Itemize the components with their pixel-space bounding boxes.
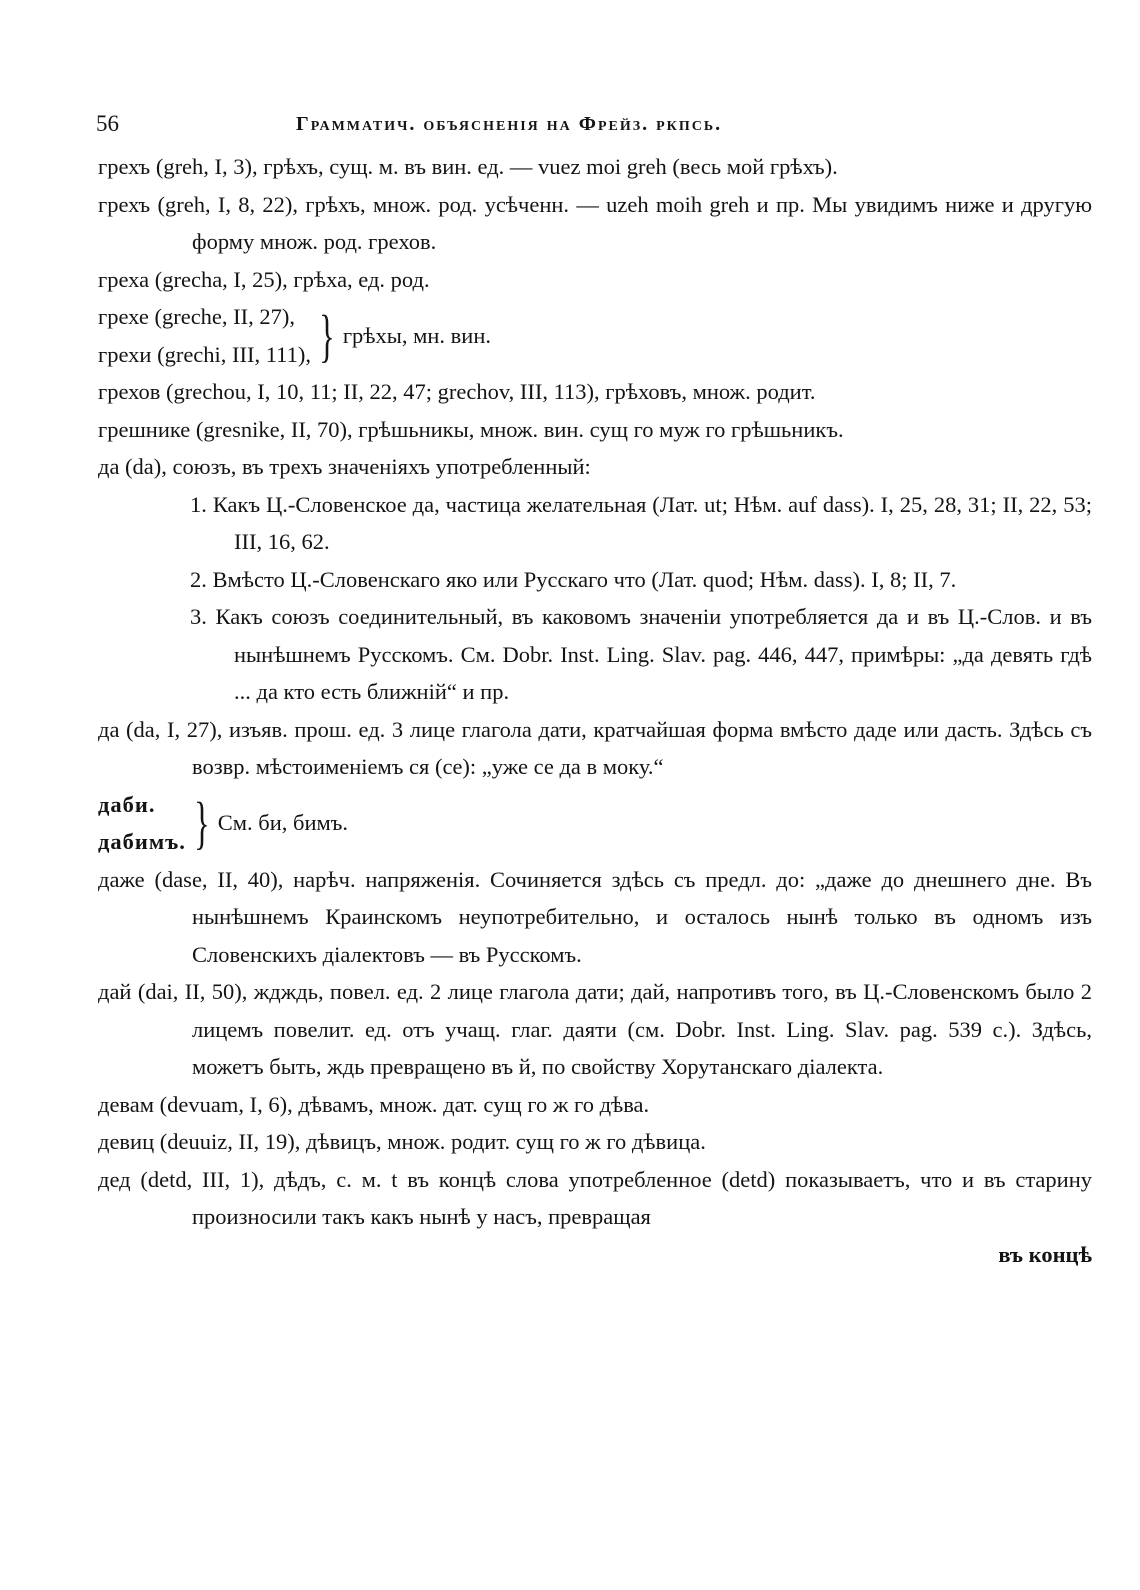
page-number: 56 bbox=[96, 111, 119, 136]
entry-dazhe: даже (dase, II, 40), нарѣч. напряженія. Сочиняется здѣсь съ предл. до: „даже до днешнего дне. Въ нынѣшнемъ Краинскомъ неупотребительно, и осталось нынѣ только въ одномъ изъ Словенскихъ діалектовъ — въ Русскомъ. bbox=[98, 866, 1092, 967]
entry-dabi: даби. bbox=[98, 791, 156, 817]
entry-dabi-group bbox=[98, 786, 1092, 861]
entry-grekhov: грехов (grechou, I, 10, 11; II, 22, 47; grechov, III, 113), грѣховъ, множ. родит. bbox=[98, 379, 816, 404]
entry-da-conjunction: да (da), союзъ, въ трехъ значеніяхъ употребленный: bbox=[98, 454, 591, 479]
entry-da-verb: да (da, I, 27), изъяв. прош. ед. 3 лице глагола дати, кратчайшая форма вмѣсто даде или дасть. Здѣсь съ возвр. мѣстоименіемъ ся (ce): „уже се да в моку.“ bbox=[98, 716, 1092, 779]
da-meaning-1: 1. Какъ Ц.-Словенское да, частица желательная (Лат. ut; Нѣм. auf dass). I, 25, 28, 31; II, 22, 53; III, 16, 62. bbox=[190, 491, 1092, 554]
entry-devic: девиц (deuuiz, II, 19), дѣвицъ, множ. родит. сущ го ж го дѣвица. bbox=[98, 1129, 706, 1154]
entry-dai: дай (dai, II, 50), ждждь, повел. ед. 2 лице глагола дати; дай, напротивъ того, въ Ц.-Словенскомъ было 2 лицемъ повелит. ед. отъ учащ. глаг. даяти (см. Dobr. Inst. Ling. Slav. pag. 539 с.). Здѣсь, можетъ быть, ждь превращено въ й, по свойству Хорутанскаго діалекта. bbox=[98, 979, 1092, 1079]
running-header bbox=[96, 106, 1092, 142]
running-title: Грамматич. объясненія на Фрейз. ркпсь. bbox=[296, 113, 723, 135]
curly-brace: } bbox=[194, 790, 210, 855]
entry-dabi-ref: См. би, бимъ. bbox=[217, 810, 348, 836]
entry-grekhe: грехе (greche, II, 27), bbox=[98, 304, 296, 329]
entry-greshnike: грешнике (gresnike, II, 70), грѣшьникы, множ. вин. сущ го муж го грѣшьникъ. bbox=[98, 416, 844, 442]
catchword: въ концѣ bbox=[998, 1241, 1092, 1267]
entry-grekh-1: грехъ (greh, I, 3), грѣхъ, сущ. м. въ вин. ед. — vuez moi greh (весь мой грѣхъ). bbox=[98, 154, 838, 179]
entry-grekhe-forms bbox=[98, 298, 311, 373]
entry-grekh-2: грехъ (greh, I, 8, 22), грѣхъ, множ. род. усѣченн. — uzeh moih greh и пр. Мы увидимъ ниже и другую форму множ. род. грехов. bbox=[98, 191, 1092, 254]
curly-brace: } bbox=[319, 302, 335, 368]
da-meaning-3: 3. Какъ союзъ соединительный, въ каковомъ значеніи употребляется да и въ Ц.-Слов. и въ нынѣшнемъ Русскомъ. См. Dobr. Inst. Ling. Slav. pag. 446, 447, примѣры: „да девять гдѣ ... да кто есть ближній“ и пр. bbox=[190, 604, 1092, 704]
entry-grekha: греха (grecha, I, 25), грѣха, ед. род. bbox=[98, 266, 430, 292]
entry-dabim: дабимъ. bbox=[98, 829, 186, 854]
entry-devam: девам (devuam, I, 6), дѣвамъ, множ. дат. сущ го ж го дѣва. bbox=[98, 1091, 650, 1117]
entry-grekhy-gloss: грѣхы, мн. вин. bbox=[342, 322, 492, 348]
entry-dabi-forms bbox=[98, 786, 186, 861]
entry-grekhe-group bbox=[98, 298, 1092, 373]
entry-grekhi: грехи (grechi, III, 111), bbox=[98, 341, 311, 367]
dictionary-body bbox=[98, 148, 1092, 1273]
da-meaning-2: 2. Вмѣсто Ц.-Словенскаго яко или Русскаго что (Лат. quod; Нѣм. dass). I, 8; II, 7. bbox=[190, 566, 957, 592]
entry-ded: дед (detd, III, 1), дѣдъ, с. м. t въ концѣ слова употребленное (detd) показываетъ, что и въ старину произносили такъ какъ нынѣ у насъ, превращая bbox=[98, 1166, 1092, 1229]
